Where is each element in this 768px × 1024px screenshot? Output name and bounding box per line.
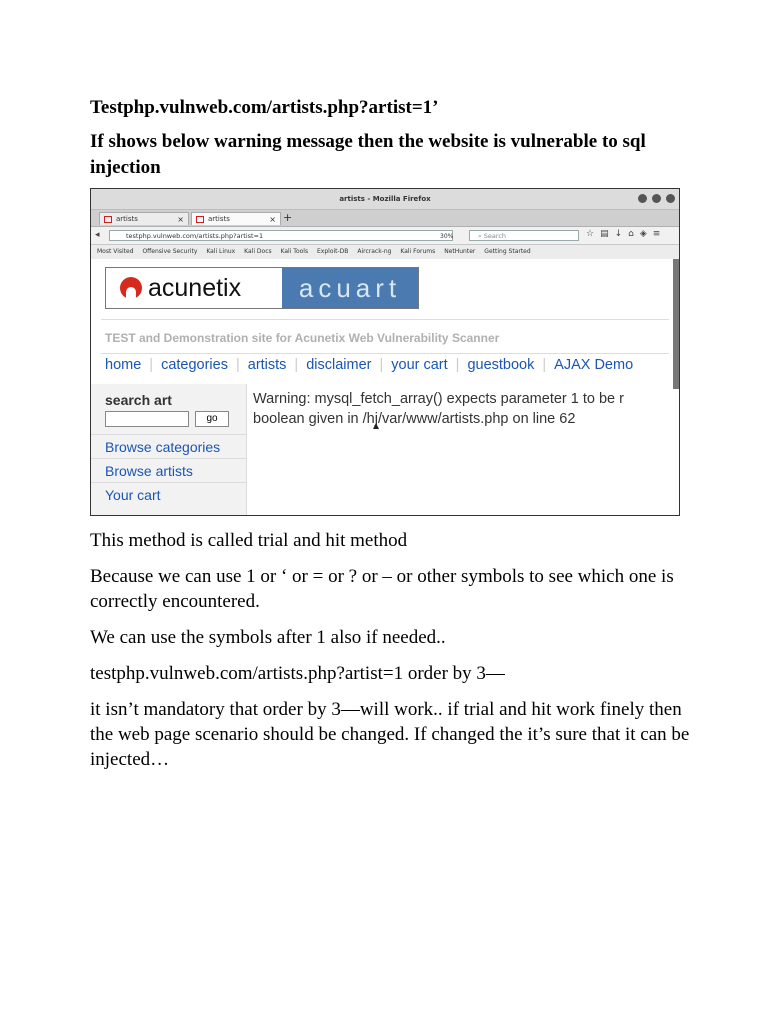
url-heading: Testphp.vulnweb.com/artists.php?artist=1’ (90, 97, 439, 118)
bookmarks-bar (91, 245, 679, 260)
bookmark-item[interactable]: Kali Linux (206, 248, 236, 255)
tab-close-icon[interactable]: × (177, 215, 184, 224)
bookmark-item[interactable]: Aircrack-ng (357, 248, 392, 255)
paragraph-symbols: Because we can use 1 or ‘ or = or ? or – or other symbols to see which one is correctly encountered. (90, 566, 674, 612)
paragraph-trial-hit: This method is called trial and hit method (90, 530, 408, 551)
browse-categories-link[interactable]: Browse categories (105, 439, 221, 455)
nav-categories[interactable]: categories (161, 357, 228, 373)
nav-home[interactable]: home (105, 357, 142, 373)
nav-separator: | (294, 357, 299, 373)
download-icon[interactable]: ↓ (614, 229, 629, 239)
nav-disclaimer[interactable]: disclaimer (306, 357, 372, 373)
bookmark-item[interactable]: NetHunter (444, 248, 476, 255)
url-text: testphp.vulnweb.com/artists.php?artist=1 (126, 232, 264, 240)
window-title: artists - Mozilla Firefox (339, 195, 431, 203)
divider (91, 482, 246, 483)
go-button[interactable]: go (195, 411, 229, 427)
bookmark-item[interactable]: Getting Started (484, 248, 531, 255)
browser-screenshot (90, 188, 680, 516)
tab-bar (91, 210, 679, 227)
minimize-icon[interactable] (638, 194, 647, 203)
divider (101, 319, 669, 320)
tab-artists-1[interactable] (99, 212, 189, 225)
site-nav (105, 357, 633, 373)
nav-separator: | (149, 357, 154, 373)
sidebar (91, 384, 247, 515)
search-art-title: search art (105, 392, 172, 408)
browse-artists-link[interactable]: Browse artists (105, 463, 193, 479)
nav-separator: | (455, 357, 460, 373)
zoom-level[interactable]: 30% (440, 233, 454, 240)
paragraph-order-by-url: testphp.vulnweb.com/artists.php?artist=1 order by 3— (90, 663, 505, 684)
site-logo[interactable] (105, 267, 419, 309)
url-field[interactable] (109, 230, 453, 241)
mouse-cursor-icon (373, 423, 379, 429)
bookmark-item[interactable]: Kali Forums (400, 248, 436, 255)
search-art-input[interactable] (105, 411, 189, 427)
window-controls (638, 194, 675, 203)
tab-label: artists (208, 215, 230, 223)
paragraph-symbols-after: We can use the symbols after 1 also if needed.. (90, 627, 446, 648)
tab-artists-2[interactable] (191, 212, 281, 225)
nav-separator: | (379, 357, 384, 373)
tab-label: artists (116, 215, 138, 223)
new-tab-icon[interactable]: + (283, 211, 293, 224)
search-field[interactable] (469, 230, 579, 241)
library-icon[interactable]: ▤ (600, 229, 615, 239)
star-icon[interactable]: ☆ (586, 229, 601, 239)
home-icon[interactable]: ⌂ (628, 229, 640, 239)
bookmark-item[interactable]: Offensive Security (142, 248, 198, 255)
nav-ajax-demo[interactable]: AJAX Demo (554, 357, 634, 373)
divider (91, 434, 246, 435)
close-icon[interactable] (666, 194, 675, 203)
toolbar-icons (586, 229, 666, 239)
page-icon (104, 216, 112, 223)
divider (101, 353, 669, 354)
php-warning-message (253, 389, 624, 429)
menu-icon[interactable]: ≡ (652, 229, 667, 239)
warning-line-2: boolean given in /hj/var/www/artists.php on line 62 (253, 411, 576, 427)
warning-heading: If shows below warning message then the website is vulnerable to sql injection (90, 131, 646, 178)
search-placeholder: Search (483, 232, 507, 240)
acunetix-mark-icon (120, 277, 142, 299)
navigation-bar (91, 227, 679, 245)
nav-guestbook[interactable]: guestbook (467, 357, 535, 373)
back-arrow-icon[interactable]: ◂ (95, 230, 100, 240)
nav-separator: | (235, 357, 240, 373)
nav-artists[interactable]: artists (247, 357, 287, 373)
maximize-icon[interactable] (652, 194, 661, 203)
paragraph-mandatory: it isn’t mandatory that order by 3—will work.. if trial and hit work finely then the web page scenario should be changed. If changed the it’s sure that it can be injected… (90, 699, 690, 770)
your-cart-link[interactable]: Your cart (105, 487, 161, 503)
acuart-banner: acuart (282, 268, 418, 308)
bookmark-item[interactable]: Kali Docs (244, 248, 272, 255)
web-page-content (91, 259, 679, 515)
tab-close-icon[interactable]: × (269, 215, 276, 224)
window-titlebar (91, 189, 679, 210)
divider (91, 458, 246, 459)
nav-separator: | (542, 357, 547, 373)
search-icon: ⌕ (478, 232, 484, 240)
scrollbar[interactable] (673, 259, 679, 389)
logo-text: acunetix (148, 273, 242, 302)
bookmark-item[interactable]: Kali Tools (280, 248, 309, 255)
bookmark-item[interactable]: Most Visited (97, 248, 134, 255)
acunetix-logo (106, 268, 282, 308)
pocket-icon[interactable]: ◈ (639, 229, 653, 239)
bookmark-item[interactable]: Exploit-DB (317, 248, 349, 255)
site-tagline: TEST and Demonstration site for Acunetix Web Vulnerability Scanner (105, 331, 500, 345)
nav-your-cart[interactable]: your cart (391, 357, 448, 373)
warning-line-1: Warning: mysql_fetch_array() expects parameter 1 to be r (253, 391, 624, 407)
page-icon (196, 216, 204, 223)
